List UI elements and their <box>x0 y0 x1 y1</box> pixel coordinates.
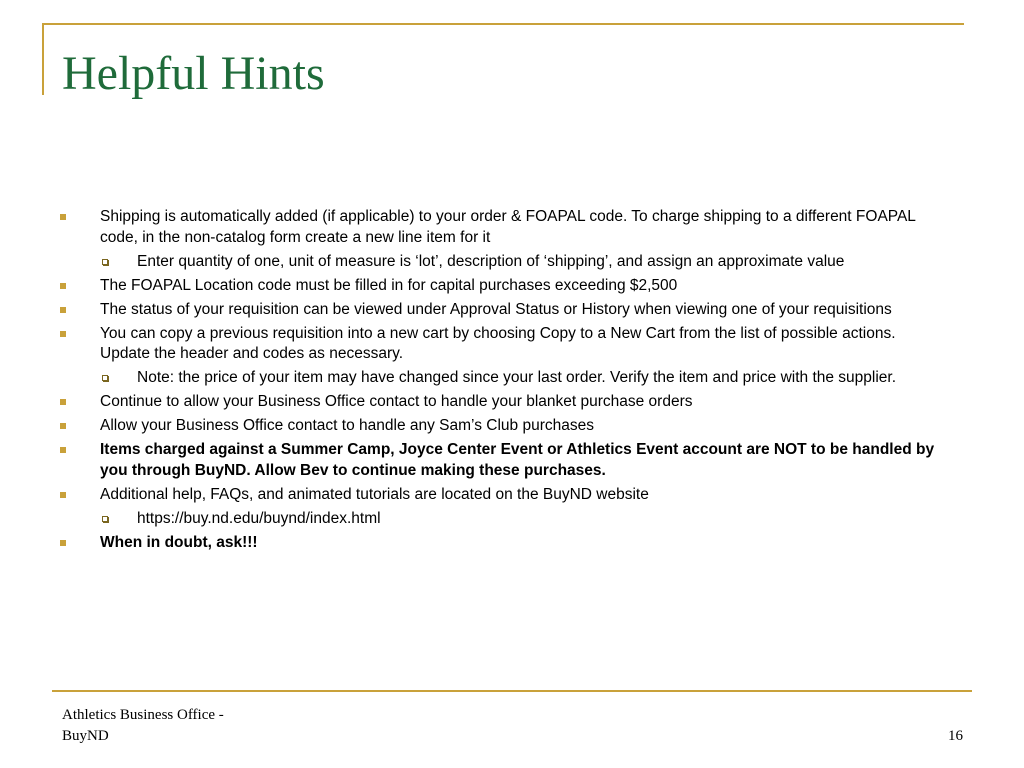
square-bullet-icon <box>60 307 66 313</box>
sub-bullet-item <box>60 252 940 273</box>
website-url-text: https://buy.nd.edu/buynd/index.html <box>137 509 381 527</box>
bullet-text: Shipping is automatically added (if applicable) to your order & FOAPAL code. To charge shipping to a different FOAPAL code, in the non-catalog form create a new line item for it <box>100 208 916 246</box>
sub-bullet-text: Note: the price of your item may have changed since your last order. Verify the item and price with the supplier. <box>137 369 897 386</box>
square-bullet-icon <box>60 540 66 546</box>
square-bullet-icon <box>60 423 66 429</box>
bullet-item <box>60 207 940 248</box>
sub-bullet-item <box>60 368 940 389</box>
page-number: 16 <box>948 728 963 744</box>
square-bullet-icon <box>60 331 66 337</box>
square-bullet-icon <box>60 214 66 220</box>
sub-bullet-text: Enter quantity of one, unit of measure is ‘lot’, description of ‘shipping’, and assign an approximate value <box>137 252 845 270</box>
bullet-item <box>60 416 940 437</box>
bullet-text: When in doubt, ask!!! <box>100 533 258 551</box>
hollow-square-bullet-icon <box>102 375 108 381</box>
bullet-item-emphasized <box>60 533 940 554</box>
bullet-text: The FOAPAL Location code must be filled in for capital purchases exceeding $2,500 <box>100 276 678 294</box>
bullet-item-emphasized <box>60 440 940 481</box>
bullet-text: Items charged against a Summer Camp, Joyce Center Event or Athletics Event account are NOT to be handled by you through BuyND. Allow Bev to continue making these purchases. <box>100 441 935 479</box>
hollow-square-bullet-icon <box>102 516 108 522</box>
square-bullet-icon <box>60 399 66 405</box>
bullet-item <box>60 485 940 506</box>
top-accent-rule <box>42 23 964 25</box>
bullet-text: Additional help, FAQs, and animated tutorials are located on the BuyND website <box>100 485 649 503</box>
bullet-item <box>60 392 940 413</box>
bullet-item <box>60 324 940 365</box>
slide-title: Helpful Hints <box>62 47 325 100</box>
square-bullet-icon <box>60 447 66 453</box>
bullet-text: Continue to allow your Business Office contact to handle your blanket purchase orders <box>100 393 693 410</box>
footer-text: Athletics Business Office - BuyND <box>62 707 224 744</box>
bullet-text: Allow your Business Office contact to handle any Sam’s Club purchases <box>100 417 594 434</box>
sub-bullet-item <box>60 509 940 530</box>
footer-accent-rule <box>52 690 972 692</box>
bullet-item <box>60 300 940 321</box>
hollow-square-bullet-icon <box>102 259 108 265</box>
bullet-item <box>60 276 940 297</box>
square-bullet-icon <box>60 492 66 498</box>
square-bullet-icon <box>60 283 66 289</box>
bullet-list <box>60 207 940 557</box>
bullet-text: You can copy a previous requisition into a new cart by choosing Copy to a New Cart from the list of possible actions. Update the header and codes as necessary. <box>100 324 896 362</box>
left-accent-rule <box>42 23 44 95</box>
bullet-text: The status of your requisition can be viewed under Approval Status or History when viewing one of your requisitions <box>100 300 892 318</box>
